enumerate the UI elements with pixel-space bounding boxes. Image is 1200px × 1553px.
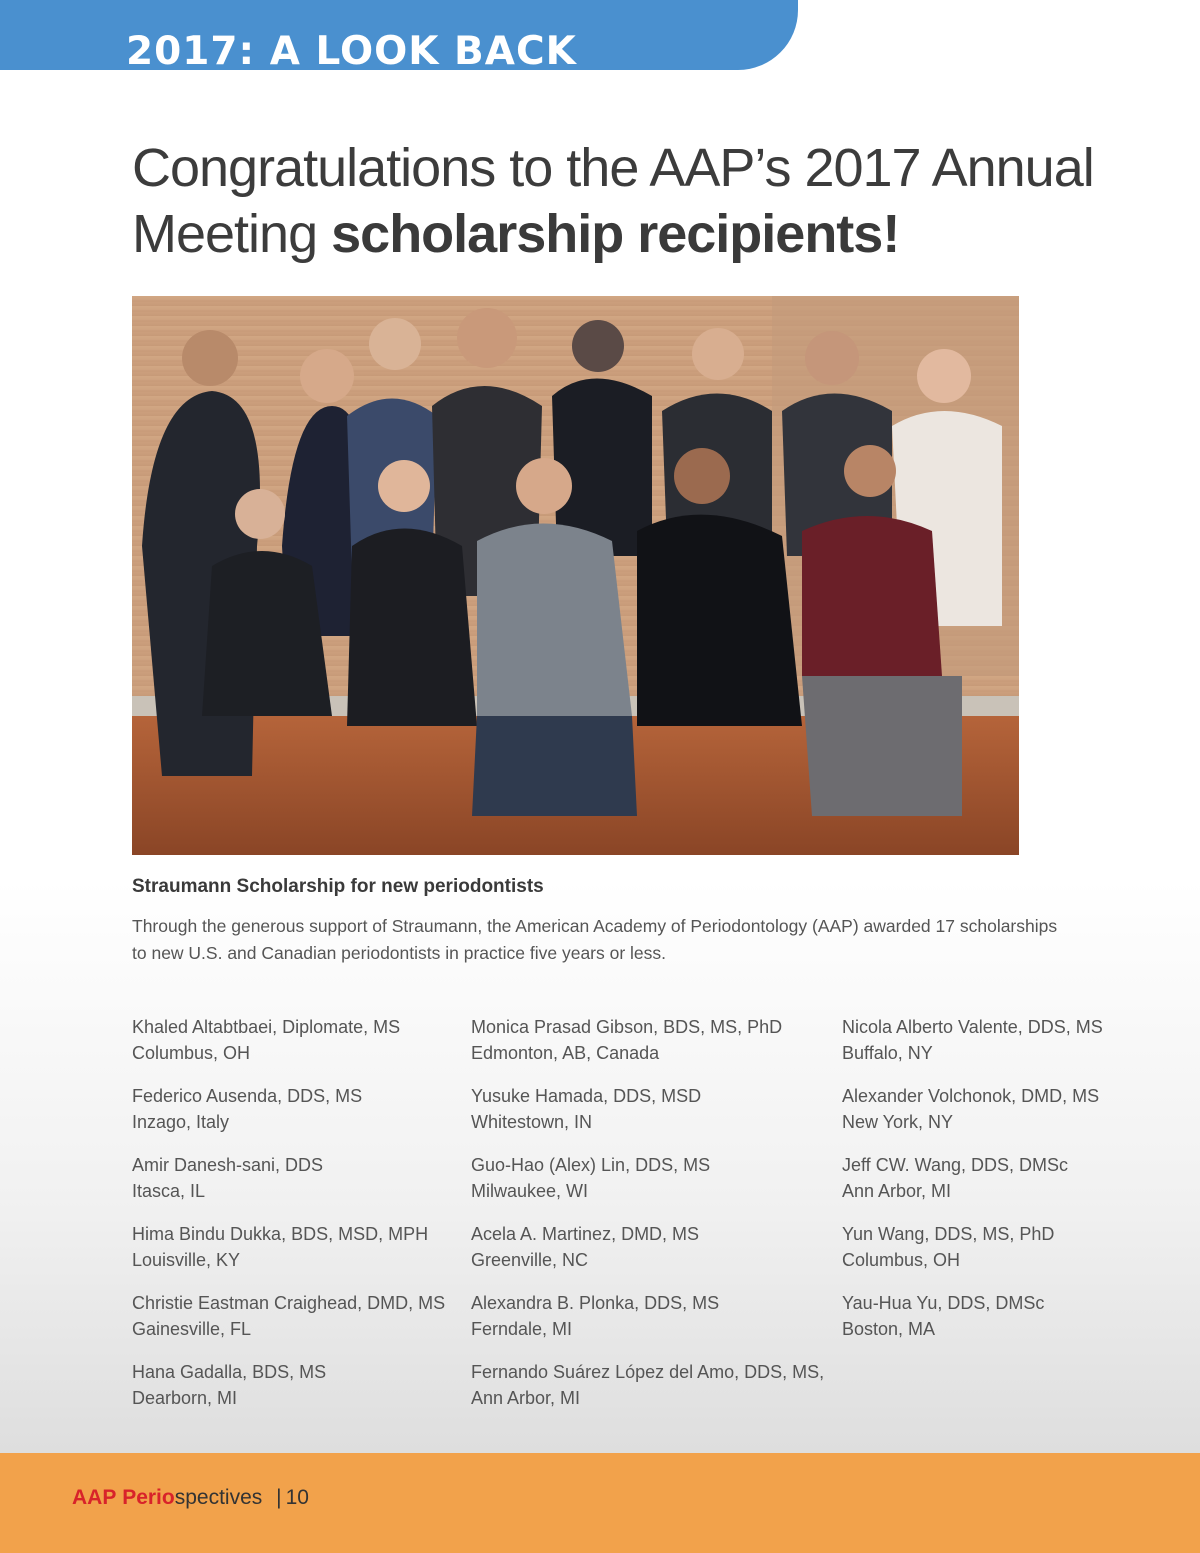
headline-prefix: Meeting xyxy=(132,204,332,264)
recipient-name: Federico Ausenda, DDS, MS xyxy=(132,1086,363,1106)
recipient-name: Nicola Alberto Valente, DDS, MS xyxy=(842,1017,1103,1037)
recipient-name: Christie Eastman Craighead, DMD, MS xyxy=(132,1293,446,1313)
section-title: 2017: A LOOK BACK xyxy=(126,29,577,70)
recipient-name: Alexander Volchonok, DMD, MS xyxy=(842,1086,1100,1106)
recipient-name: Yusuke Hamada, DDS, MSD xyxy=(471,1086,702,1106)
footer-separator: | xyxy=(276,1486,282,1509)
recipient-name: Hima Bindu Dukka, BDS, MSD, MPH xyxy=(132,1224,429,1244)
recipient-name: Yun Wang, DDS, MS, PhD xyxy=(842,1224,1055,1244)
page-number: 10 xyxy=(285,1486,309,1509)
recipients-column-1 xyxy=(132,1014,445,1428)
recipient-entry xyxy=(132,1290,445,1359)
recipient-entry xyxy=(471,1014,824,1083)
recipient-location: Ann Arbor, MI xyxy=(471,1388,581,1408)
recipient-name: Acela A. Martinez, DMD, MS xyxy=(471,1224,700,1244)
recipient-location: Boston, MA xyxy=(842,1319,936,1339)
recipient-name: Khaled Altabtbaei, Diplomate, MS xyxy=(132,1017,401,1037)
footer-publication xyxy=(72,1486,309,1510)
recipient-entry xyxy=(842,1152,1103,1221)
caption-body: Through the generous support of Straumann, the American Academy of Periodontology (AAP) awarded 17 scholarships to new U.S. and Canadian periodontists in practice five years or less. xyxy=(132,916,1058,963)
recipient-location: Gainesville, FL xyxy=(132,1319,252,1339)
recipient-location: Columbus, OH xyxy=(132,1043,251,1063)
recipient-location: Edmonton, AB, Canada xyxy=(471,1043,660,1063)
recipient-name: Monica Prasad Gibson, BDS, MS, PhD xyxy=(471,1017,783,1037)
recipient-entry xyxy=(471,1152,824,1221)
recipient-location: Columbus, OH xyxy=(842,1250,961,1270)
recipient-entry xyxy=(842,1221,1103,1290)
recipient-entry xyxy=(842,1014,1103,1083)
section-banner xyxy=(0,0,798,70)
recipient-name: Jeff CW. Wang, DDS, DMSc xyxy=(842,1155,1069,1175)
footer-brand-aap: AAP xyxy=(72,1486,117,1509)
recipient-name: Fernando Suárez López del Amo, DDS, MS, xyxy=(471,1362,825,1382)
recipient-entry xyxy=(132,1014,445,1083)
recipient-entry xyxy=(132,1359,445,1428)
group-photo xyxy=(132,296,1019,855)
headline-line-1: Congratulations to the AAP’s 2017 Annual xyxy=(132,138,1094,198)
recipient-entry xyxy=(132,1083,445,1152)
recipient-location: Inzago, Italy xyxy=(132,1112,230,1132)
recipient-entry xyxy=(842,1290,1103,1359)
recipient-name: Hana Gadalla, BDS, MS xyxy=(132,1362,327,1382)
recipient-location: Greenville, NC xyxy=(471,1250,589,1270)
recipient-entry xyxy=(132,1221,445,1290)
recipient-entry xyxy=(132,1152,445,1221)
headline-line-2 xyxy=(132,201,1132,267)
recipient-location: Milwaukee, WI xyxy=(471,1181,589,1201)
footer-brand-spectives: spectives xyxy=(174,1486,263,1509)
recipient-location: Whitestown, IN xyxy=(471,1112,593,1132)
headline-emphasis: scholarship recipients! xyxy=(331,204,900,264)
footer-brand-perio: Perio xyxy=(122,1486,175,1509)
recipient-entry xyxy=(471,1290,824,1359)
recipient-name: Alexandra B. Plonka, DDS, MS xyxy=(471,1293,720,1313)
recipient-location: Ann Arbor, MI xyxy=(842,1181,952,1201)
recipient-entry xyxy=(471,1221,824,1290)
recipients-column-2 xyxy=(471,1014,824,1428)
recipient-location: New York, NY xyxy=(842,1112,954,1132)
caption-title: Straumann Scholarship for new periodontists xyxy=(132,876,544,897)
page-headline xyxy=(132,135,1132,267)
recipient-location: Dearborn, MI xyxy=(132,1388,238,1408)
recipient-entry xyxy=(471,1359,824,1428)
recipient-name: Yau-Hua Yu, DDS, DMSc xyxy=(842,1293,1045,1313)
recipient-name: Guo-Hao (Alex) Lin, DDS, MS xyxy=(471,1155,711,1175)
recipient-entry xyxy=(842,1083,1103,1152)
recipients-column-3 xyxy=(842,1014,1103,1359)
recipient-location: Ferndale, MI xyxy=(471,1319,573,1339)
recipient-location: Louisville, KY xyxy=(132,1250,241,1270)
group-photo-illustration xyxy=(132,296,1019,855)
recipient-location: Itasca, IL xyxy=(132,1181,206,1201)
recipient-location: Buffalo, NY xyxy=(842,1043,933,1063)
recipient-name: Amir Danesh-sani, DDS xyxy=(132,1155,324,1175)
recipient-entry xyxy=(471,1083,824,1152)
